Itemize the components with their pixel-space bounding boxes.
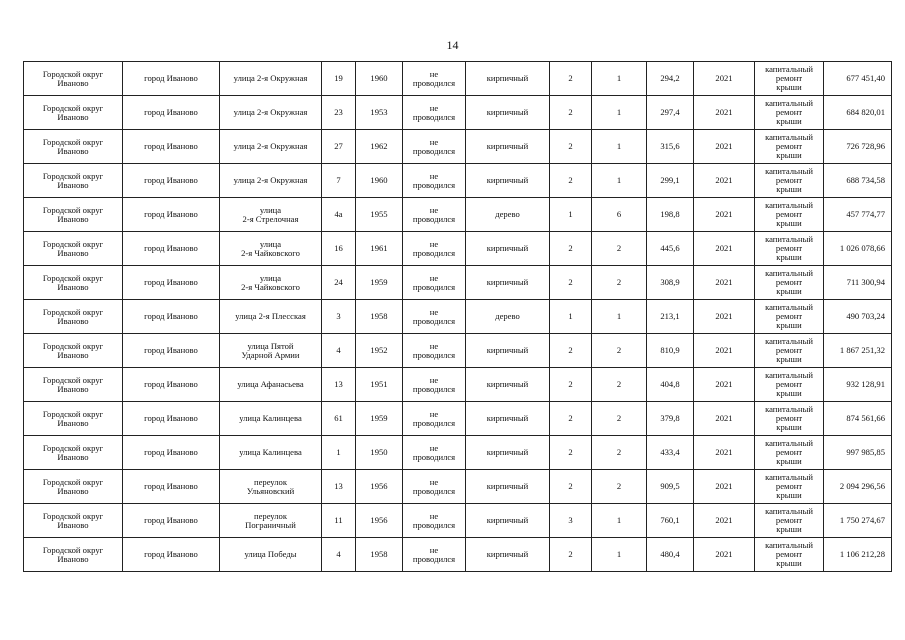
cell-wall-material: кирпичный bbox=[466, 368, 550, 402]
cell-house-number: 61 bbox=[322, 402, 356, 436]
cell-settlement: город Иваново bbox=[123, 300, 220, 334]
table-row bbox=[24, 470, 892, 504]
cell-planned-year: 2021 bbox=[694, 402, 755, 436]
cell-cost: 1 026 078,66 bbox=[824, 232, 892, 266]
cell-area: 297,4 bbox=[647, 96, 694, 130]
cell-floors: 2 bbox=[550, 130, 592, 164]
cell-year-built: 1959 bbox=[356, 266, 403, 300]
cell-last-repair: не проводился bbox=[403, 504, 466, 538]
cell-planned-year: 2021 bbox=[694, 198, 755, 232]
cell-house-number: 27 bbox=[322, 130, 356, 164]
cell-area: 308,9 bbox=[647, 266, 694, 300]
cell-settlement: город Иваново bbox=[123, 266, 220, 300]
cell-street: улица Калинцева bbox=[220, 436, 322, 470]
cell-floors: 2 bbox=[550, 538, 592, 572]
cell-municipality: Городской округ Иваново bbox=[24, 300, 123, 334]
cell-planned-year: 2021 bbox=[694, 300, 755, 334]
cell-settlement: город Иваново bbox=[123, 130, 220, 164]
cell-floors: 1 bbox=[550, 300, 592, 334]
cell-floors: 2 bbox=[550, 266, 592, 300]
cell-street: улица Калинцева bbox=[220, 402, 322, 436]
cell-street: улица 2-я Окружная bbox=[220, 164, 322, 198]
cell-cost: 1 106 212,28 bbox=[824, 538, 892, 572]
table-row bbox=[24, 538, 892, 572]
cell-work-type: капитальный ремонт крыши bbox=[755, 198, 824, 232]
cell-year-built: 1962 bbox=[356, 130, 403, 164]
cell-planned-year: 2021 bbox=[694, 334, 755, 368]
cell-wall-material: кирпичный bbox=[466, 436, 550, 470]
cell-last-repair: не проводился bbox=[403, 62, 466, 96]
cell-year-built: 1951 bbox=[356, 368, 403, 402]
cell-cost: 490 703,24 bbox=[824, 300, 892, 334]
cell-cost: 932 128,91 bbox=[824, 368, 892, 402]
cell-settlement: город Иваново bbox=[123, 470, 220, 504]
cell-year-built: 1956 bbox=[356, 504, 403, 538]
page-number: 14 bbox=[446, 38, 459, 52]
cell-street: переулок Ульяновский bbox=[220, 470, 322, 504]
cell-municipality: Городской округ Иваново bbox=[24, 504, 123, 538]
cell-year-built: 1956 bbox=[356, 470, 403, 504]
table-body bbox=[24, 62, 892, 572]
cell-floors: 2 bbox=[550, 164, 592, 198]
cell-work-type: капитальный ремонт крыши bbox=[755, 300, 824, 334]
table-row bbox=[24, 130, 892, 164]
cell-municipality: Городской округ Иваново bbox=[24, 266, 123, 300]
cell-house-number: 16 bbox=[322, 232, 356, 266]
table-row bbox=[24, 198, 892, 232]
cell-work-type: капитальный ремонт крыши bbox=[755, 130, 824, 164]
cell-last-repair: не проводился bbox=[403, 130, 466, 164]
cell-municipality: Городской округ Иваново bbox=[24, 198, 123, 232]
cell-floors: 2 bbox=[550, 368, 592, 402]
cell-wall-material: дерево bbox=[466, 300, 550, 334]
cell-street: переулок Пограничный bbox=[220, 504, 322, 538]
cell-cost: 1 750 274,67 bbox=[824, 504, 892, 538]
cell-municipality: Городской округ Иваново bbox=[24, 470, 123, 504]
cell-municipality: Городской округ Иваново bbox=[24, 96, 123, 130]
cell-entrances: 6 bbox=[592, 198, 647, 232]
cell-cost: 457 774,77 bbox=[824, 198, 892, 232]
cell-last-repair: не проводился bbox=[403, 232, 466, 266]
cell-work-type: капитальный ремонт крыши bbox=[755, 402, 824, 436]
cell-work-type: капитальный ремонт крыши bbox=[755, 538, 824, 572]
cell-year-built: 1960 bbox=[356, 164, 403, 198]
cell-settlement: город Иваново bbox=[123, 368, 220, 402]
cell-work-type: капитальный ремонт крыши bbox=[755, 232, 824, 266]
cell-year-built: 1953 bbox=[356, 96, 403, 130]
cell-wall-material: дерево bbox=[466, 198, 550, 232]
cell-cost: 677 451,40 bbox=[824, 62, 892, 96]
cell-house-number: 4а bbox=[322, 198, 356, 232]
cell-house-number: 13 bbox=[322, 470, 356, 504]
cell-floors: 3 bbox=[550, 504, 592, 538]
cell-street: улица 2-я Чайковского bbox=[220, 232, 322, 266]
cell-wall-material: кирпичный bbox=[466, 130, 550, 164]
cell-municipality: Городской округ Иваново bbox=[24, 402, 123, 436]
cell-cost: 2 094 296,56 bbox=[824, 470, 892, 504]
cell-floors: 1 bbox=[550, 198, 592, 232]
cell-settlement: город Иваново bbox=[123, 198, 220, 232]
table-row bbox=[24, 164, 892, 198]
cell-planned-year: 2021 bbox=[694, 538, 755, 572]
cell-last-repair: не проводился bbox=[403, 266, 466, 300]
cell-settlement: город Иваново bbox=[123, 436, 220, 470]
cell-year-built: 1952 bbox=[356, 334, 403, 368]
cell-entrances: 2 bbox=[592, 334, 647, 368]
cell-last-repair: не проводился bbox=[403, 538, 466, 572]
cell-work-type: капитальный ремонт крыши bbox=[755, 504, 824, 538]
cell-floors: 2 bbox=[550, 436, 592, 470]
cell-house-number: 13 bbox=[322, 368, 356, 402]
cell-planned-year: 2021 bbox=[694, 368, 755, 402]
cell-last-repair: не проводился bbox=[403, 300, 466, 334]
cell-work-type: капитальный ремонт крыши bbox=[755, 96, 824, 130]
cell-area: 480,4 bbox=[647, 538, 694, 572]
cell-floors: 2 bbox=[550, 334, 592, 368]
cell-wall-material: кирпичный bbox=[466, 96, 550, 130]
cell-house-number: 11 bbox=[322, 504, 356, 538]
cell-entrances: 1 bbox=[592, 130, 647, 164]
cell-house-number: 4 bbox=[322, 334, 356, 368]
table-row bbox=[24, 402, 892, 436]
cell-cost: 1 867 251,32 bbox=[824, 334, 892, 368]
cell-area: 433,4 bbox=[647, 436, 694, 470]
cell-area: 198,8 bbox=[647, 198, 694, 232]
cell-wall-material: кирпичный bbox=[466, 470, 550, 504]
cell-municipality: Городской округ Иваново bbox=[24, 62, 123, 96]
cell-wall-material: кирпичный bbox=[466, 538, 550, 572]
cell-settlement: город Иваново bbox=[123, 334, 220, 368]
cell-planned-year: 2021 bbox=[694, 266, 755, 300]
cell-municipality: Городской округ Иваново bbox=[24, 130, 123, 164]
table-row bbox=[24, 504, 892, 538]
table-row bbox=[24, 300, 892, 334]
cell-cost: 874 561,66 bbox=[824, 402, 892, 436]
cell-planned-year: 2021 bbox=[694, 164, 755, 198]
cell-cost: 726 728,96 bbox=[824, 130, 892, 164]
cell-last-repair: не проводился bbox=[403, 402, 466, 436]
cell-work-type: капитальный ремонт крыши bbox=[755, 334, 824, 368]
cell-cost: 711 300,94 bbox=[824, 266, 892, 300]
cell-entrances: 1 bbox=[592, 96, 647, 130]
cell-area: 810,9 bbox=[647, 334, 694, 368]
cell-planned-year: 2021 bbox=[694, 96, 755, 130]
cell-work-type: капитальный ремонт крыши bbox=[755, 368, 824, 402]
cell-settlement: город Иваново bbox=[123, 62, 220, 96]
cell-settlement: город Иваново bbox=[123, 232, 220, 266]
table-row bbox=[24, 368, 892, 402]
cell-entrances: 1 bbox=[592, 538, 647, 572]
table-row bbox=[24, 266, 892, 300]
table-row bbox=[24, 334, 892, 368]
cell-street: улица Пятой Ударной Армии bbox=[220, 334, 322, 368]
cell-street: улица 2-я Чайковского bbox=[220, 266, 322, 300]
cell-wall-material: кирпичный bbox=[466, 62, 550, 96]
cell-entrances: 2 bbox=[592, 470, 647, 504]
cell-wall-material: кирпичный bbox=[466, 402, 550, 436]
cell-work-type: капитальный ремонт крыши bbox=[755, 62, 824, 96]
cell-floors: 2 bbox=[550, 96, 592, 130]
cell-entrances: 1 bbox=[592, 62, 647, 96]
cell-last-repair: не проводился bbox=[403, 334, 466, 368]
cell-cost: 997 985,85 bbox=[824, 436, 892, 470]
cell-last-repair: не проводился bbox=[403, 368, 466, 402]
cell-year-built: 1955 bbox=[356, 198, 403, 232]
cell-planned-year: 2021 bbox=[694, 130, 755, 164]
cell-area: 404,8 bbox=[647, 368, 694, 402]
cell-planned-year: 2021 bbox=[694, 62, 755, 96]
cell-house-number: 24 bbox=[322, 266, 356, 300]
cell-settlement: город Иваново bbox=[123, 402, 220, 436]
cell-wall-material: кирпичный bbox=[466, 266, 550, 300]
cell-floors: 2 bbox=[550, 232, 592, 266]
cell-entrances: 1 bbox=[592, 504, 647, 538]
table-row bbox=[24, 436, 892, 470]
cell-area: 379,8 bbox=[647, 402, 694, 436]
cell-house-number: 1 bbox=[322, 436, 356, 470]
cell-street: улица Победы bbox=[220, 538, 322, 572]
cell-street: улица 2-я Окружная bbox=[220, 96, 322, 130]
cell-house-number: 23 bbox=[322, 96, 356, 130]
cell-street: улица Афанасьева bbox=[220, 368, 322, 402]
table-row bbox=[24, 62, 892, 96]
cell-wall-material: кирпичный bbox=[466, 164, 550, 198]
cell-entrances: 2 bbox=[592, 266, 647, 300]
table-row bbox=[24, 96, 892, 130]
cell-floors: 2 bbox=[550, 402, 592, 436]
cell-year-built: 1960 bbox=[356, 62, 403, 96]
cell-planned-year: 2021 bbox=[694, 232, 755, 266]
cell-planned-year: 2021 bbox=[694, 470, 755, 504]
cell-municipality: Городской округ Иваново bbox=[24, 164, 123, 198]
registry-table bbox=[23, 61, 892, 572]
cell-year-built: 1958 bbox=[356, 300, 403, 334]
cell-wall-material: кирпичный bbox=[466, 232, 550, 266]
cell-street: улица 2-я Плесская bbox=[220, 300, 322, 334]
cell-year-built: 1958 bbox=[356, 538, 403, 572]
cell-year-built: 1950 bbox=[356, 436, 403, 470]
cell-last-repair: не проводился bbox=[403, 198, 466, 232]
cell-area: 760,1 bbox=[647, 504, 694, 538]
cell-settlement: город Иваново bbox=[123, 96, 220, 130]
cell-entrances: 2 bbox=[592, 402, 647, 436]
cell-house-number: 4 bbox=[322, 538, 356, 572]
cell-wall-material: кирпичный bbox=[466, 504, 550, 538]
cell-settlement: город Иваново bbox=[123, 504, 220, 538]
cell-work-type: капитальный ремонт крыши bbox=[755, 436, 824, 470]
cell-settlement: город Иваново bbox=[123, 538, 220, 572]
cell-year-built: 1961 bbox=[356, 232, 403, 266]
cell-last-repair: не проводился bbox=[403, 164, 466, 198]
cell-area: 299,1 bbox=[647, 164, 694, 198]
cell-area: 213,1 bbox=[647, 300, 694, 334]
cell-entrances: 2 bbox=[592, 232, 647, 266]
cell-work-type: капитальный ремонт крыши bbox=[755, 470, 824, 504]
cell-street: улица 2-я Стрелочная bbox=[220, 198, 322, 232]
cell-floors: 2 bbox=[550, 470, 592, 504]
cell-planned-year: 2021 bbox=[694, 436, 755, 470]
cell-year-built: 1959 bbox=[356, 402, 403, 436]
cell-entrances: 1 bbox=[592, 164, 647, 198]
cell-municipality: Городской округ Иваново bbox=[24, 368, 123, 402]
cell-entrances: 2 bbox=[592, 368, 647, 402]
cell-last-repair: не проводился bbox=[403, 436, 466, 470]
cell-wall-material: кирпичный bbox=[466, 334, 550, 368]
cell-entrances: 1 bbox=[592, 300, 647, 334]
cell-cost: 684 820,01 bbox=[824, 96, 892, 130]
cell-area: 909,5 bbox=[647, 470, 694, 504]
cell-house-number: 7 bbox=[322, 164, 356, 198]
cell-last-repair: не проводился bbox=[403, 470, 466, 504]
cell-work-type: капитальный ремонт крыши bbox=[755, 266, 824, 300]
cell-municipality: Городской округ Иваново bbox=[24, 538, 123, 572]
cell-house-number: 3 bbox=[322, 300, 356, 334]
cell-last-repair: не проводился bbox=[403, 96, 466, 130]
cell-area: 445,6 bbox=[647, 232, 694, 266]
cell-floors: 2 bbox=[550, 62, 592, 96]
cell-area: 294,2 bbox=[647, 62, 694, 96]
cell-area: 315,6 bbox=[647, 130, 694, 164]
cell-municipality: Городской округ Иваново bbox=[24, 334, 123, 368]
cell-municipality: Городской округ Иваново bbox=[24, 232, 123, 266]
cell-cost: 688 734,58 bbox=[824, 164, 892, 198]
cell-street: улица 2-я Окружная bbox=[220, 130, 322, 164]
cell-entrances: 2 bbox=[592, 436, 647, 470]
table-row bbox=[24, 232, 892, 266]
cell-work-type: капитальный ремонт крыши bbox=[755, 164, 824, 198]
cell-house-number: 19 bbox=[322, 62, 356, 96]
cell-planned-year: 2021 bbox=[694, 504, 755, 538]
cell-municipality: Городской округ Иваново bbox=[24, 436, 123, 470]
cell-settlement: город Иваново bbox=[123, 164, 220, 198]
cell-street: улица 2-я Окружная bbox=[220, 62, 322, 96]
